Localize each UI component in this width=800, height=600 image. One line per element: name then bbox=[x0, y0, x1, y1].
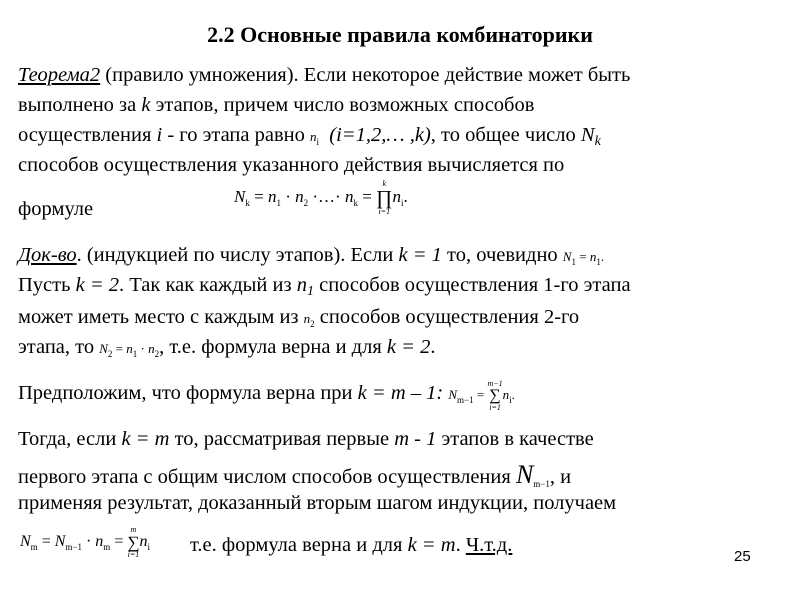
text: способов осуществления 2-го bbox=[314, 306, 580, 328]
theorem-line-4: способов осуществления указанного действия вычисляется по bbox=[18, 154, 565, 176]
text: Пусть bbox=[18, 274, 76, 296]
text: первого этапа с общим числом способов осуществления bbox=[18, 466, 516, 488]
k-equals: k = m bbox=[407, 534, 456, 556]
text: Предположим, что формула верна при bbox=[18, 381, 358, 404]
induction-line-4 bbox=[190, 534, 512, 557]
k-equals: k = m bbox=[121, 428, 170, 450]
text: способов осуществления 1-го этапа bbox=[313, 274, 631, 296]
qed: Ч.т.д. bbox=[465, 534, 513, 556]
induction-line-2 bbox=[18, 460, 571, 490]
theorem-line-1 bbox=[18, 64, 630, 87]
index-range: (i=1,2,… ,k) bbox=[329, 124, 431, 146]
product-operator: k ∏ i=1 bbox=[376, 179, 393, 216]
theorem-line-2 bbox=[18, 94, 534, 117]
text: то, очевидно bbox=[441, 244, 563, 266]
text: . Так как каждый из bbox=[119, 274, 297, 296]
theorem-l1-text: (правило умножения). Если некоторое действие может быть bbox=[100, 64, 631, 86]
proof-line-4 bbox=[18, 336, 435, 359]
text: - го этапа равно bbox=[162, 124, 310, 146]
var-i: i bbox=[156, 124, 163, 146]
text: этапов, причем число возможных способов bbox=[150, 94, 535, 116]
text: , т.е. формула верна и для bbox=[159, 336, 387, 358]
Nm1-symbol: $N_{m-1}$ bbox=[515, 460, 550, 489]
text: этапов в качестве bbox=[436, 428, 594, 450]
proof-label: Док-во bbox=[18, 244, 77, 266]
theorem-line-5: формуле bbox=[18, 198, 94, 220]
text: то, рассматривая первые bbox=[169, 428, 395, 450]
proof-line-1 bbox=[18, 244, 604, 267]
text: т.е. формула верна и для bbox=[190, 534, 408, 556]
proof-line-2: Пусть k = 2. Так как каждый из n1 способов осуществления 1-го этапа bbox=[18, 274, 631, 299]
theorem-line-3 bbox=[18, 124, 601, 150]
formula-n1: $N_1 = n_1$. bbox=[562, 249, 605, 267]
proof-line-3 bbox=[18, 306, 579, 329]
induction-line-1 bbox=[18, 428, 594, 451]
n-i-symbol: $n_i$ bbox=[310, 129, 320, 147]
text: , и bbox=[549, 466, 572, 488]
Nk-symbol: Nk bbox=[580, 124, 601, 149]
theorem-label: Теорема2 bbox=[18, 64, 101, 86]
text: Тогда, если bbox=[18, 428, 122, 450]
text: . (индукцией по числу этапов). Если bbox=[76, 244, 399, 266]
assumption-formula: $N_{m-1}$ = m−1 ∑ i=1 $n_i$. bbox=[448, 379, 515, 412]
k-equals: k = 1 bbox=[398, 244, 442, 266]
text: , то общее число bbox=[430, 124, 581, 146]
text: этапа, то bbox=[18, 336, 100, 358]
text: осуществления bbox=[18, 124, 157, 146]
sum-operator: m−1 ∑ i=1 bbox=[487, 379, 503, 412]
k-equals: k = 2 bbox=[75, 274, 120, 296]
text: выполнено за bbox=[18, 94, 142, 116]
sum-operator: m ∑ i=1 bbox=[127, 525, 140, 559]
formula-N2: $N_2 = n_1 \cdot n_2$ bbox=[99, 341, 160, 359]
assumption-line bbox=[18, 380, 515, 412]
page-number: 25 bbox=[734, 548, 751, 565]
n2-symbol: $n_2$ bbox=[303, 311, 315, 329]
text: может иметь место с каждым из bbox=[18, 306, 304, 328]
page-title: 2.2 Основные правила комбинаторики bbox=[207, 22, 593, 47]
k-equals: k = 2 bbox=[386, 336, 431, 358]
m-minus-1: m - 1 bbox=[394, 428, 437, 450]
induction-line-3: применяя результат, доказанный вторым шагом индукции, получаем bbox=[18, 492, 617, 514]
main-formula: $N_k = n_1 \cdot n_2$ ·…· $n_k$ = k ∏ i=1 $n_i$. bbox=[234, 179, 408, 216]
k-equals: k = m – 1: bbox=[357, 381, 444, 404]
final-formula: $N_m = N_{m-1} \cdot n_m$ = m ∑ i=1 $n_i$ bbox=[20, 525, 150, 559]
text: . bbox=[430, 336, 436, 358]
var-k: k bbox=[141, 94, 151, 116]
text: . bbox=[455, 534, 466, 556]
